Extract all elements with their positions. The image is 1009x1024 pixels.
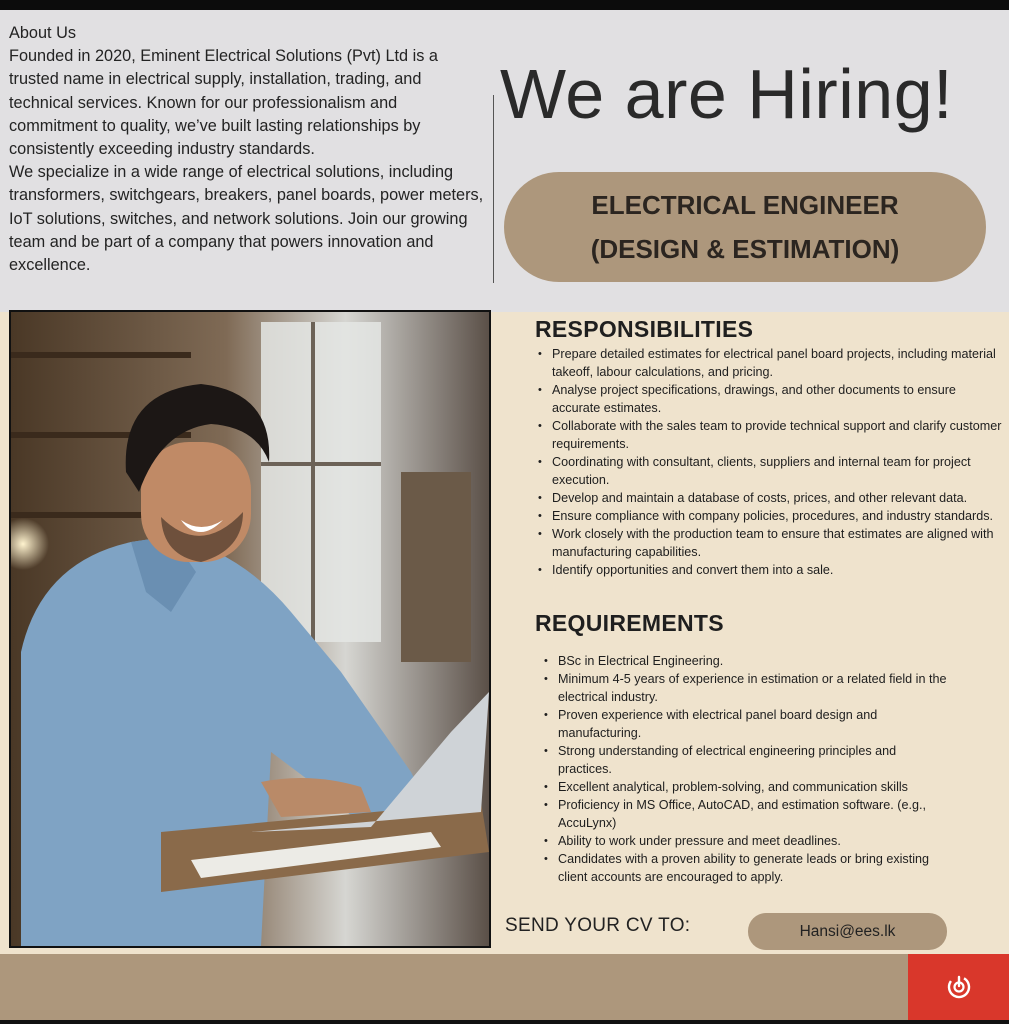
list-item: • Coordinating with consultant, clients, suppliers and internal team for project execution. <box>536 453 1004 489</box>
about-paragraph-1: Founded in 2020, Eminent Electrical Solutions (Pvt) Ltd is a trusted name in electrical supply, installation, trading, and technical services. Known for our professionalism and commitment to quality, we’ve built lasting relationships by consistently exceeding industry standards. <box>9 47 438 159</box>
send-cv-label: SEND YOUR CV TO: <box>505 915 691 936</box>
about-section <box>9 22 489 277</box>
about-paragraph-2: We specialize in a wide range of electrical solutions, including transformers, switchgears, breakers, panel boards, power meters, IoT solutions, switches, and network solutions. Join our growing team and be part of a company that powers innovation and excellence. <box>9 163 484 275</box>
responsibilities-heading: RESPONSIBILITIES <box>535 316 754 342</box>
bottom-edge <box>0 1020 1009 1024</box>
list-item: • Ensure compliance with company policies, procedures, and industry standards. <box>536 507 1004 525</box>
list-item: • BSc in Electrical Engineering. <box>542 652 952 670</box>
list-item: • Collaborate with the sales team to provide technical support and clarify customer requirements. <box>536 417 1004 453</box>
list-item: • Work closely with the production team to ensure that estimates are aligned with manufacturing capabilities. <box>536 525 1004 561</box>
position-badge <box>504 172 986 282</box>
position-title-line-2: (DESIGN & ESTIMATION) <box>590 234 900 264</box>
list-item: • Excellent analytical, problem-solving, and communication skills <box>542 778 952 796</box>
vertical-divider <box>493 95 494 283</box>
list-item: • Prepare detailed estimates for electrical panel board projects, including material takeoff, labour calculations, and pricing. <box>536 345 1004 381</box>
hiring-title: We are Hiring! <box>500 55 954 133</box>
list-item: • Proficiency in MS Office, AutoCAD, and estimation software. (e.g., AccuLynx) <box>542 796 952 832</box>
man-with-laptop-illustration <box>11 312 489 946</box>
list-item: • Develop and maintain a database of costs, prices, and other relevant data. <box>536 489 1004 507</box>
contact-email-link[interactable]: Hansi@ees.lk <box>748 913 947 950</box>
company-logo <box>908 954 1009 1020</box>
footer-band <box>0 954 908 1020</box>
candidate-photo <box>9 310 491 948</box>
list-item: • Identify opportunities and convert them into a sale. <box>536 561 1004 579</box>
position-title-line-1: ELECTRICAL ENGINEER <box>591 190 899 220</box>
list-item: • Candidates with a proven ability to generate leads or bring existing client accounts are encouraged to apply. <box>542 850 952 886</box>
about-heading: About Us <box>9 24 76 42</box>
list-item: • Proven experience with electrical panel board design and manufacturing. <box>542 706 952 742</box>
list-item: • Ability to work under pressure and meet deadlines. <box>542 832 952 850</box>
requirements-list <box>542 652 952 886</box>
list-item: • Analyse project specifications, drawings, and other documents to ensure accurate estimates. <box>536 381 1004 417</box>
responsibilities-list <box>536 345 1004 579</box>
power-swirl-icon <box>946 974 972 1000</box>
list-item: • Strong understanding of electrical engineering principles and practices. <box>542 742 952 778</box>
requirements-heading: REQUIREMENTS <box>535 610 724 636</box>
list-item: • Minimum 4-5 years of experience in estimation or a related field in the electrical industry. <box>542 670 952 706</box>
